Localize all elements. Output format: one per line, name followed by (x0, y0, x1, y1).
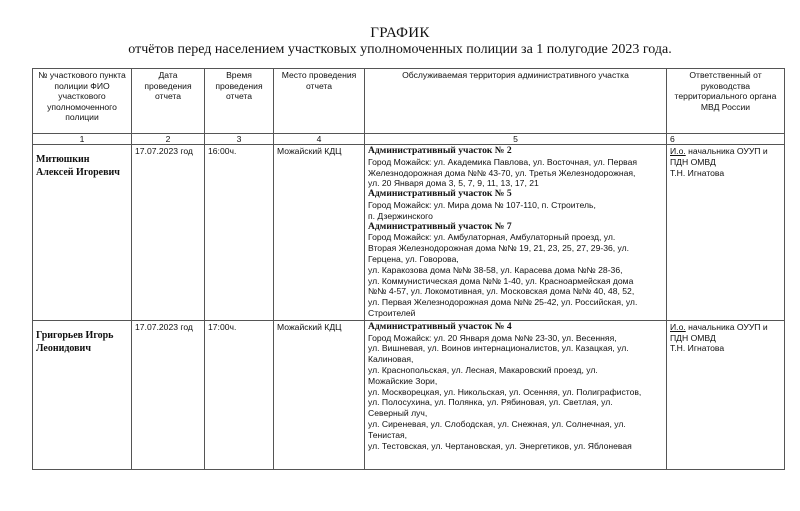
officer-name: Григорьев Игорь Леонидович (33, 320, 132, 469)
column-number: 3 (205, 134, 274, 145)
header-row (33, 69, 785, 134)
column-number: 1 (33, 134, 132, 145)
territory-line: Железнодорожная дома №№ 43-70, ул. Третья Железнодорожная, (368, 167, 636, 178)
territory-line: Можайские Зори, (368, 375, 438, 386)
column-number: 4 (274, 134, 365, 145)
unit-title: Административный участок № 4 (368, 320, 512, 332)
officer-name: Митюшкин Алексей Игоревич (33, 145, 132, 321)
territory-cell (365, 145, 667, 321)
territory-line: ул. Москворецкая, ул. Никольская, ул. Осенняя, ул. Полиграфистов, (368, 386, 642, 397)
territory-line: Северный луч, (368, 408, 428, 419)
territory-line: п. Дзержинского (368, 210, 433, 221)
territory-line: Город Можайск: ул. Академика Павлова, ул. Восточная, ул. Первая (368, 156, 638, 167)
responsible-prefix: И.о. (670, 146, 686, 156)
responsible-name: Т.Н. Игнатова (670, 343, 725, 354)
responsible-prefix: И.о. (670, 321, 686, 332)
table-row (33, 320, 785, 469)
responsible-position: начальника ОУУП и ПДН ОМВД (670, 146, 768, 167)
territory-line: №№ 4-57, ул. Локомотивная, ул. Московская дома №№ 40, 48, 52, (368, 286, 635, 297)
report-time: 17:00ч. (205, 320, 274, 469)
territory-line: Город Можайск: ул. 20 Января дома №№ 23-30, ул. Весенняя, (368, 332, 617, 343)
header-place: Место проведения отчета (274, 69, 365, 134)
territory-line: Вторая Железнодорожная дома №№ 19, 21, 23, 25, 27, 29-36, ул. (368, 243, 630, 254)
territory-line: Тенистая, (368, 429, 408, 440)
responsible-position: начальника ОУУП и ПДН ОМВД (670, 321, 768, 343)
header-time: Время проведения отчета (205, 69, 274, 134)
territory-line: ул. Коммунистическая дома №№ 1-40, ул. Красноармейская дома (368, 275, 634, 286)
unit-title: Административный участок № 7 (368, 220, 512, 232)
report-date: 17.07.2023 год (132, 145, 205, 321)
header-responsible: Ответственный от руководства территориального органа МВД России (667, 69, 785, 134)
responsible-name: Т.Н. Игнатова (670, 167, 725, 178)
report-time: 16:00ч. (205, 145, 274, 321)
report-place: Можайский КДЦ (274, 145, 365, 321)
territory-cell (365, 320, 667, 469)
header-date: Дата проведения отчета (132, 69, 205, 134)
territory-line: Город Можайск: ул. Амбулаторная, Амбулаторный проезд, ул. (368, 232, 616, 243)
territory-line: ул. Первая Железнодорожная дома №№ 25-42, ул. Российская, ул. (368, 297, 638, 308)
territory-line: ул. Краснопольская, ул. Лесная, Макаровский проезд, ул. (368, 364, 598, 375)
territory-line: Город Можайск: ул. Мира дома № 107-110, п. Строитель, (368, 199, 596, 210)
responsible-cell (667, 145, 785, 321)
territory-line: Герцена, ул. Говорова, (368, 253, 459, 264)
responsible-cell (667, 320, 785, 469)
table-row (33, 145, 785, 321)
schedule-table (32, 68, 785, 470)
territory-line: ул. Полосухина, ул. Полянка, ул. Рябиновая, ул. Светлая, ул. (368, 397, 613, 408)
territory-line: ул. Вишневая, ул. Воинов интернационалистов, ул. Казацкая, ул. (368, 343, 629, 354)
report-date: 17.07.2023 год (132, 320, 205, 469)
header-territory: Обслуживаемая территория административного участка (365, 69, 667, 134)
territory-line: Калиновая, (368, 354, 414, 365)
column-number: 5 (365, 134, 667, 145)
unit-title: Административный участок № 2 (368, 145, 512, 156)
column-number: 2 (132, 134, 205, 145)
territory-line: ул. Каракозова дома №№ 38-58, ул. Карасева дома №№ 28-36, (368, 264, 623, 275)
territory-line: ул. Сиреневая, ул. Слободская, ул. Снежная, ул. Солнечная, ул. (368, 418, 626, 429)
header-officer: № участкового пункта полиции ФИО участкового уполномоченного полиции (33, 69, 132, 134)
report-place: Можайский КДЦ (274, 320, 365, 469)
unit-title: Административный участок № 5 (368, 188, 512, 200)
column-number: 6 (667, 134, 785, 145)
document-title: ГРАФИК (370, 25, 430, 41)
territory-line: ул. 20 Января дома 3, 5, 7, 9, 11, 13, 17, 21 (368, 178, 539, 189)
territory-line: ул. Тестовская, ул. Чертановская, ул. Энергетиков, ул. Яблоневая (368, 440, 632, 451)
column-number-row (33, 134, 785, 145)
document-subtitle: отчётов перед населением участковых уполномоченных полиции за 1 полугодие 2023 года. (128, 42, 672, 57)
territory-line: Строителей (368, 307, 416, 318)
